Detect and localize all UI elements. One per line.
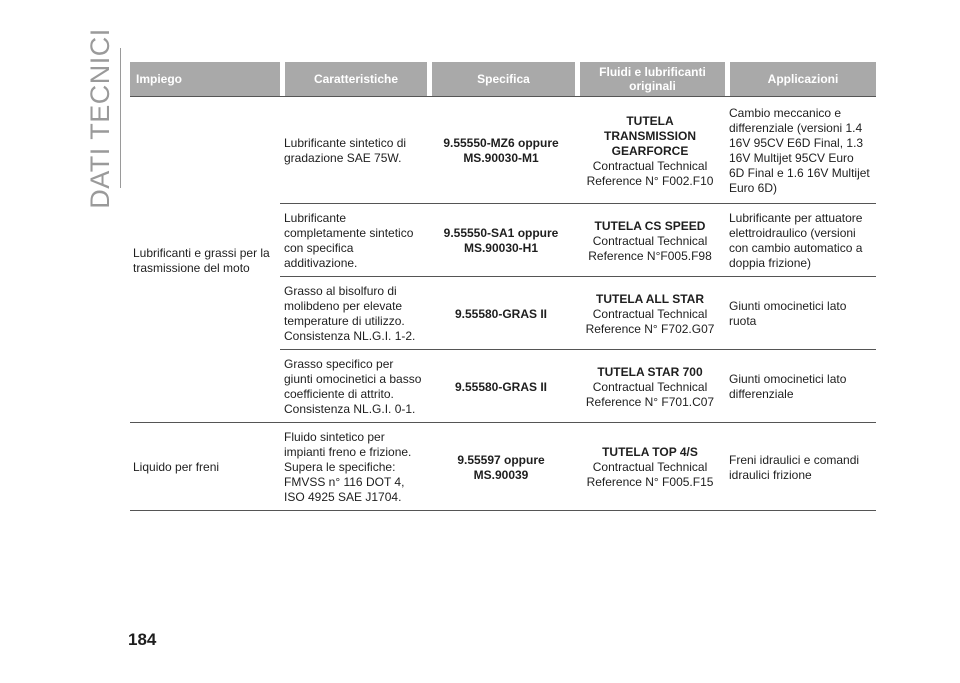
fluid-name: TUTELA TOP 4/S xyxy=(602,445,698,459)
page-number: 184 xyxy=(128,630,157,649)
specification-cell: 9.55597 oppure MS.90039 xyxy=(427,422,575,511)
specification-cell: 9.55550-MZ6 oppure MS.90030-M1 xyxy=(427,96,575,203)
fluids-lubricants-table xyxy=(130,62,876,511)
fluid-name: TUTELA CS SPEED xyxy=(594,218,706,233)
fluid-reference: Contractual Technical Reference N° F002.F10 xyxy=(586,158,714,188)
applications-cell: Lubrificante per attuatore elettroidraulico (versioni con cambio automatico a doppia frizione) xyxy=(725,203,876,276)
section-divider xyxy=(120,48,121,188)
fluid-cell xyxy=(575,422,725,511)
fluid-name: TUTELA ALL STAR xyxy=(596,291,704,306)
fluid-cell xyxy=(575,203,725,276)
header-fluids: Fluidi e lubrificanti originali xyxy=(575,62,725,96)
applications-cell: Freni idraulici e comandi idraulici frizione xyxy=(725,422,876,511)
characteristics-cell: Lubrificante sintetico di gradazione SAE 75W. xyxy=(280,96,427,203)
characteristics-cell: Fluido sintetico per impianti freno e frizione. Supera le specifiche: FMVSS n° 116 DOT 4, ISO 4925 SAE J1704. xyxy=(280,422,427,511)
fluid-name: TUTELA TRANSMISSION GEARFORCE xyxy=(603,113,696,158)
fluid-cell xyxy=(575,349,725,422)
section-title-vertical xyxy=(80,27,120,209)
header-specification: Specifica xyxy=(427,62,575,96)
usage-cell: Liquido per freni xyxy=(130,422,280,511)
fluid-cell xyxy=(575,96,725,203)
header-applications: Applicazioni xyxy=(725,62,876,96)
header-characteristics: Caratteristiche xyxy=(280,62,427,96)
fluid-reference: Contractual Technical Reference N° F005.F15 xyxy=(586,460,714,489)
usage-cell: Lubrificanti e grassi per la trasmissione del moto xyxy=(130,96,280,422)
table-row xyxy=(130,422,876,511)
characteristics-cell: Grasso al bisolfuro di molibdeno per elevate temperature di utilizzo. Consistenza NL.G.I. 1-2. xyxy=(280,276,427,349)
table-row xyxy=(130,96,876,203)
fluid-reference: Contractual Technical Reference N°F005.F98 xyxy=(588,233,712,263)
applications-cell: Cambio meccanico e differenziale (versioni 1.4 16V 95CV E6D Final, 1.3 16V Multijet 95CV Euro 6D Final e 1.6 16V Multijet Euro 6D) xyxy=(725,96,876,203)
fluid-name: TUTELA STAR 700 xyxy=(597,364,703,379)
characteristics-cell: Lubrificante completamente sintetico con specifica additivazione. xyxy=(280,203,427,276)
fluid-cell xyxy=(575,276,725,349)
specification-cell: 9.55580-GRAS II xyxy=(427,276,575,349)
applications-cell: Giunti omocinetici lato differenziale xyxy=(725,349,876,422)
fluid-reference: Contractual Technical Reference N° F701.C07 xyxy=(585,379,715,409)
table-header-row xyxy=(130,62,876,96)
specification-cell: 9.55550-SA1 oppure MS.90030-H1 xyxy=(427,203,575,276)
characteristics-cell: Grasso specifico per giunti omocinetici a basso coefficiente di attrito. Consistenza NL.G.I. 0-1. xyxy=(280,349,427,422)
section-title: DATI TECNICI xyxy=(84,27,115,209)
specification-cell: 9.55580-GRAS II xyxy=(427,349,575,422)
header-usage: Impiego xyxy=(130,62,280,96)
applications-cell: Giunti omocinetici lato ruota xyxy=(725,276,876,349)
fluid-reference: Contractual Technical Reference N° F702.G07 xyxy=(585,306,715,336)
